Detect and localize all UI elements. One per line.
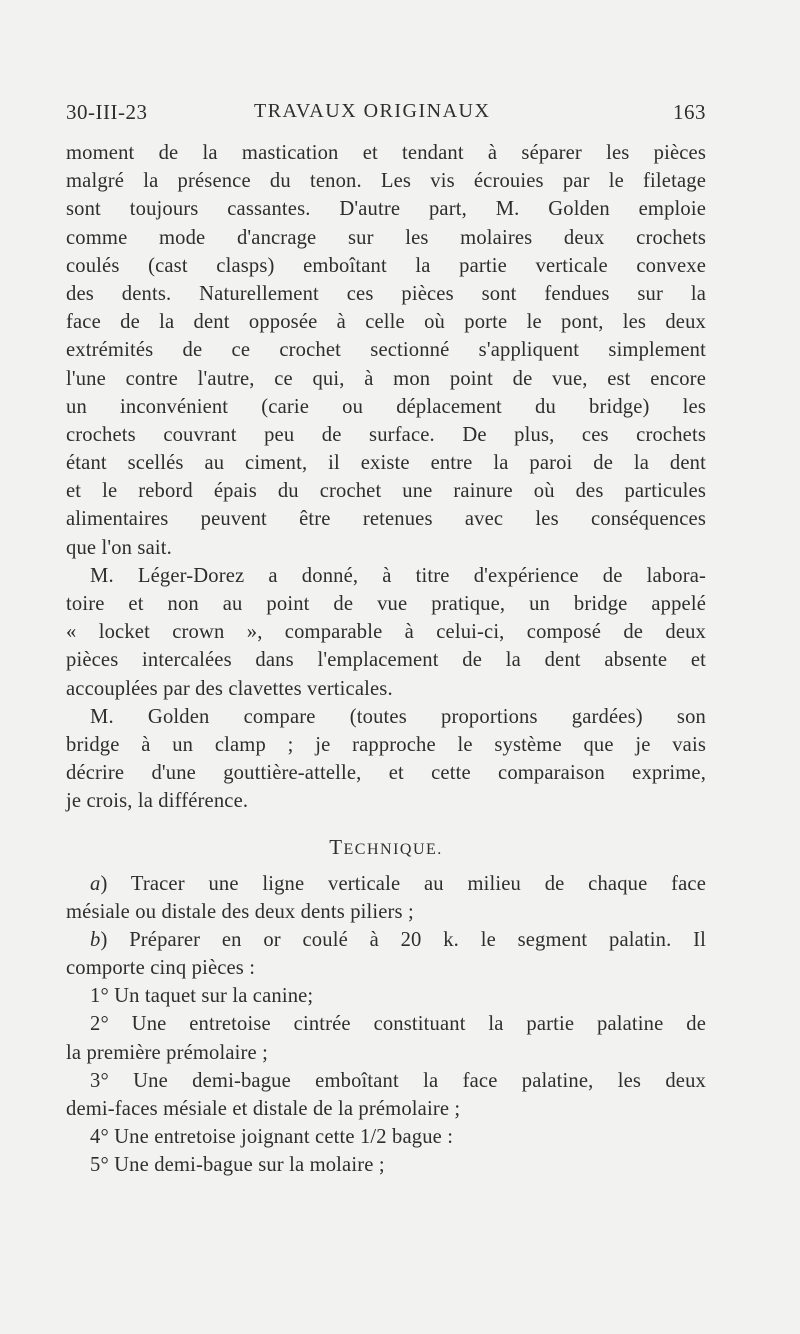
list-item: 2° Une entretoise cintrée constituant la partie palatine de <box>90 1013 706 1036</box>
text-line: que l'on sait. <box>66 536 172 559</box>
text-line: M. Golden compare (toutes proportions gardées) son <box>90 705 706 728</box>
step-text: ) Préparer en or coulé à 20 k. le segment palatin. Il <box>100 928 706 951</box>
text-line: pièces intercalées dans l'emplacement de la dent absente et <box>66 649 706 672</box>
step-a <box>66 870 706 926</box>
section-heading <box>66 816 706 870</box>
text-line <box>66 870 706 898</box>
text-line: bridge à un clamp ; je rapproche le système que je vais <box>66 733 706 756</box>
issue-date: 30-III-23 <box>66 100 148 124</box>
text-line: extrémités de ce crochet sectionné s'appliquent simplement <box>66 339 706 362</box>
list-item: 4° Une entretoise joignant cette 1/2 bague : <box>90 1126 454 1149</box>
heading-initial: T <box>329 834 344 859</box>
text-line: toire et non au point de vue pratique, un bridge appelé <box>66 593 706 615</box>
heading-rest: ECHNIQUE. <box>343 840 443 858</box>
paragraph-2 <box>66 562 706 703</box>
step-marker: b <box>90 928 101 951</box>
text-line: sont toujours cassantes. D'autre part, M. Golden emploie <box>66 198 706 221</box>
text-line: des dents. Naturellement ces pièces sont fendues sur la <box>66 282 706 305</box>
pieces-list <box>66 982 706 1179</box>
text-line: comme mode d'ancrage sur les molaires deux crochets <box>66 226 706 249</box>
text-line: accouplées par des clavettes verticales. <box>66 677 393 700</box>
text-line: alimentaires peuvent être retenues avec les conséquences <box>66 508 706 531</box>
text-line: étant scellés au ciment, il existe entre la paroi de la dent <box>66 452 706 475</box>
list-item: 1° Un taquet sur la canine; <box>90 985 314 1008</box>
page-body <box>66 139 706 1180</box>
text-line: décrire d'une gouttière-attelle, et cette comparaison exprime, <box>66 762 706 785</box>
text-line: crochets couvrant peu de surface. De plus, ces crochets <box>66 423 706 446</box>
text-line: M. Léger-Dorez a donné, à titre d'expérience de labora- <box>90 564 706 587</box>
section-title: TRAVAUX ORIGINAUX <box>254 100 491 122</box>
text-line: moment de la mastication et tendant à séparer les pièces <box>66 142 706 164</box>
text-line: face de la dent opposée à celle où porte le pont, les deux <box>66 311 706 334</box>
text-line: mésiale ou distale des deux dents piliers ; <box>66 900 414 923</box>
text-line: malgré la présence du tenon. Les vis écrouies par le filetage <box>66 170 706 193</box>
list-item-continuation: demi-faces mésiale et distale de la prémolaire ; <box>66 1098 461 1120</box>
paragraph-1 <box>66 139 706 562</box>
text-line: comporte cinq pièces : <box>66 957 256 980</box>
step-b <box>66 926 706 982</box>
step-text: ) Tracer une ligne verticale au milieu de chaque face <box>100 872 706 895</box>
text-line: « locket crown », comparable à celui-ci, composé de deux <box>66 621 706 644</box>
page-number: 163 <box>673 100 706 124</box>
list-item-continuation: la première prémolaire ; <box>66 1041 268 1064</box>
text-line: l'une contre l'autre, ce qui, à mon point de vue, est encore <box>66 367 706 390</box>
paragraph-3 <box>66 703 706 816</box>
list-item: 3° Une demi-bague emboîtant la face palatine, les deux <box>90 1069 706 1092</box>
text-line: et le rebord épais du crochet une rainure où des particules <box>66 480 706 503</box>
step-marker: a <box>90 872 101 895</box>
text-line: un inconvénient (carie ou déplacement du bridge) les <box>66 395 706 418</box>
text-line <box>66 926 706 954</box>
text-line: je crois, la différence. <box>66 790 249 813</box>
text-line: coulés (cast clasps) emboîtant la partie verticale convexe <box>66 254 706 277</box>
running-header <box>66 100 706 130</box>
list-item: 5° Une demi-bague sur la molaire ; <box>90 1154 385 1177</box>
